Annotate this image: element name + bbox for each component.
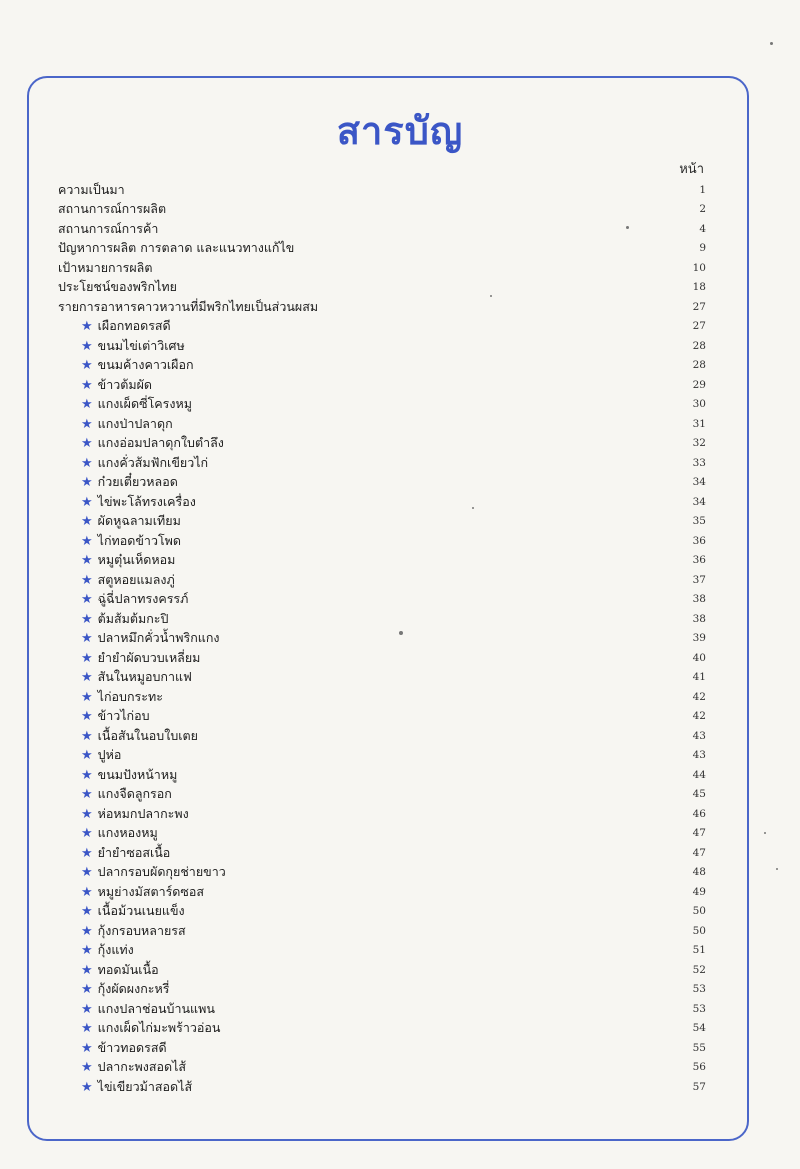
star-bullet-icon: ★ [81,1021,93,1037]
entry-label [58,316,656,336]
entry-page-number: 44 [692,768,706,781]
recipe-toc-entry [58,317,706,337]
entry-page-number: 34 [692,495,706,508]
star-bullet-icon: ★ [81,377,93,393]
recipe-toc-entry [58,531,706,551]
star-bullet-icon: ★ [81,1060,93,1076]
star-bullet-icon: ★ [81,884,93,900]
entry-page-number: 54 [692,1022,706,1035]
entry-page-number: 30 [692,398,706,411]
recipe-toc-entry [58,375,706,395]
star-bullet-icon: ★ [81,436,93,452]
entry-page-number: 41 [692,671,706,684]
recipe-toc-entry [58,668,706,688]
entry-label [58,336,656,356]
star-bullet-icon: ★ [81,806,93,822]
star-bullet-icon: ★ [81,338,93,354]
star-bullet-icon: ★ [81,728,93,744]
star-bullet-icon: ★ [81,611,93,627]
entry-page-number: 31 [692,417,706,430]
page-title: สารบัญ [336,109,464,153]
entry-label [58,1077,656,1097]
entry-page-number: 43 [692,729,706,742]
recipe-toc-entry [58,765,706,785]
recipe-toc-entry [58,960,706,980]
recipe-toc-entry [58,492,706,512]
star-bullet-icon: ★ [81,767,93,783]
recipe-toc-entry [58,726,706,746]
entry-title: ข้าวไก่อบ [97,708,150,724]
entry-label [58,550,656,570]
star-bullet-icon: ★ [81,845,93,861]
toc-entry [58,180,706,200]
star-bullet-icon: ★ [81,455,93,471]
entry-page-number: 45 [692,788,706,801]
entry-title: ปลากะพงสอดไส้ [97,1059,187,1075]
entry-label [58,882,656,902]
entry-label [58,589,656,609]
star-bullet-icon: ★ [81,748,93,764]
entry-title: กุ้งกรอบหลายรส [97,922,186,938]
entry-label [58,394,656,414]
recipe-toc-entry [58,1058,706,1078]
entry-page-number: 53 [692,983,706,996]
entry-page-number: 4 [699,222,706,235]
recipe-toc-entry [58,1038,706,1058]
entry-title: ขนมค้างคาวเผือก [97,357,194,373]
recipe-toc-entry [58,941,706,961]
entry-page-number: 9 [699,242,706,255]
entry-page-number: 35 [692,515,706,528]
entry-page-number: 50 [692,924,706,937]
entry-title: ปัญหาการผลิต การตลาด และแนวทางแก้ไข [58,240,295,256]
scan-speck [472,507,474,509]
entry-label [58,375,656,395]
entry-label [58,960,656,980]
recipe-toc-entry [58,356,706,376]
entry-page-number: 40 [692,651,706,664]
entry-title: ปูห่อ [97,747,122,763]
recipe-toc-entry [58,336,706,356]
toc-entry [58,258,706,278]
entry-title: ปลาหมึกคั่วน้ำพริกแกง [97,630,220,646]
page-column-header: หน้า [679,162,704,177]
star-bullet-icon: ★ [81,1079,93,1095]
entry-label [58,862,656,882]
star-bullet-icon: ★ [81,514,93,530]
scan-speck [770,42,773,45]
toc-entry [58,219,706,239]
entry-label [58,414,656,434]
star-bullet-icon: ★ [81,943,93,959]
entry-page-number: 47 [692,846,706,859]
entry-page-number: 28 [692,339,706,352]
entry-label [58,355,656,375]
recipe-toc-entry [58,843,706,863]
entry-title: แกงอ่อมปลาดุกใบตำลึง [97,435,224,451]
entry-title: ทอดมันเนื้อ [97,961,159,977]
entry-title: ไก่ทอดข้าวโพด [97,532,182,548]
entry-title: รายการอาหารคาวหวานที่มีพริกไทยเป็นส่วนผสม [58,298,319,314]
entry-label [58,999,656,1019]
recipe-toc-entry [58,687,706,707]
entry-label [58,726,656,746]
scan-speck [776,868,778,870]
entry-title: แกงจืดลูกรอก [97,786,172,802]
entry-title: สันในหมูอบกาแฟ [97,669,192,685]
scan-speck [764,832,766,834]
star-bullet-icon: ★ [81,631,93,647]
recipe-toc-entry [58,785,706,805]
toc-entry [58,239,706,259]
entry-label [58,1018,656,1038]
entry-label [58,706,656,726]
entry-label [58,1057,656,1077]
star-bullet-icon: ★ [81,709,93,725]
recipe-toc-entry [58,590,706,610]
entry-label [58,628,656,648]
entry-title: แกงหองหมู [97,825,158,841]
entry-title: ปลากรอบผัดกุยช่ายขาว [97,864,226,880]
recipe-toc-entry [58,512,706,532]
star-bullet-icon: ★ [81,572,93,588]
entry-page-number: 27 [692,300,706,313]
star-bullet-icon: ★ [81,962,93,978]
star-bullet-icon: ★ [81,1001,93,1017]
recipe-toc-entry [58,999,706,1019]
entry-label [58,258,656,278]
star-bullet-icon: ★ [81,1040,93,1056]
entry-page-number: 47 [692,827,706,840]
entry-title: ข้าวต้มผัด [97,376,153,392]
entry-label [58,648,656,668]
entry-title: ฉู่ฉี่ปลาทรงครรภ์ [97,591,189,607]
toc-entry [58,278,706,298]
star-bullet-icon: ★ [81,865,93,881]
recipe-toc-entry [58,570,706,590]
recipe-toc-entry [58,551,706,571]
recipe-toc-entry [58,1019,706,1039]
entry-title: เนื้อสันในอบใบเตย [97,727,198,743]
entry-page-number: 29 [692,378,706,391]
entry-page-number: 56 [692,1061,706,1074]
entry-title: ยำยำซอสเนื้อ [97,844,171,860]
entry-page-number: 32 [692,437,706,450]
entry-title: สถานการณ์การผลิต [58,201,167,217]
recipe-toc-entry [58,746,706,766]
entry-title: ขนมปังหน้าหมู [97,766,178,782]
entry-page-number: 52 [692,963,706,976]
recipe-toc-entry [58,414,706,434]
entry-page-number: 51 [692,944,706,957]
entry-label [58,979,656,999]
entry-title: แกงคั่วส้มฟักเขียวไก่ [97,454,209,470]
entry-label [58,667,656,687]
recipe-toc-entry [58,473,706,493]
entry-label [58,199,656,219]
entry-title: แกงเผ็ดไก่มะพร้าวอ่อน [97,1020,221,1036]
entry-label [58,804,656,824]
toc-entry [58,200,706,220]
entry-page-number: 34 [692,476,706,489]
entry-title: แกงป่าปลาดุก [97,415,173,431]
entry-page-number: 37 [692,573,706,586]
toc-entry [58,297,706,317]
entry-label [58,940,656,960]
entry-page-number: 57 [692,1080,706,1093]
entry-page-number: 28 [692,359,706,372]
entry-title: ก๋วยเตี๋ยวหลอด [97,474,178,490]
entry-label [58,765,656,785]
entry-page-number: 49 [692,885,706,898]
recipe-toc-entry [58,453,706,473]
entry-page-number: 36 [692,554,706,567]
recipe-toc-entry [58,395,706,415]
entry-title: หมูย่างมัสตาร์ดซอส [97,883,205,899]
entry-page-number: 42 [692,690,706,703]
scan-speck [399,631,403,635]
entry-label [58,297,656,317]
star-bullet-icon: ★ [81,397,93,413]
entry-page-number: 39 [692,632,706,645]
entry-page-number: 43 [692,749,706,762]
star-bullet-icon: ★ [81,904,93,920]
recipe-toc-entry [58,804,706,824]
star-bullet-icon: ★ [81,670,93,686]
scan-speck [626,226,629,229]
entry-label [58,238,656,258]
star-bullet-icon: ★ [81,650,93,666]
entry-page-number: 36 [692,534,706,547]
entry-title: สตูหอยแมลงภู่ [97,571,175,587]
entry-label [58,511,656,531]
star-bullet-icon: ★ [81,553,93,569]
entry-title: เนื้อม้วนเนยแข็ง [97,903,185,919]
star-bullet-icon: ★ [81,689,93,705]
entry-label [58,901,656,921]
entry-title: ประโยชน์ของพริกไทย [58,279,177,295]
star-bullet-icon: ★ [81,358,93,374]
recipe-toc-entry [58,980,706,1000]
entry-title: ยำยำผัดบวบเหลี่ยม [97,649,201,665]
table-of-contents [58,180,706,1097]
entry-label [58,277,656,297]
entry-page-number: 42 [692,710,706,723]
entry-page-number: 55 [692,1041,706,1054]
recipe-toc-entry [58,824,706,844]
entry-page-number: 33 [692,456,706,469]
star-bullet-icon: ★ [81,475,93,491]
recipe-toc-entry [58,609,706,629]
entry-title: ความเป็นมา [58,181,125,197]
star-bullet-icon: ★ [81,533,93,549]
entry-page-number: 18 [692,281,706,294]
entry-label [58,687,656,707]
entry-page-number: 2 [699,203,706,216]
star-bullet-icon: ★ [81,982,93,998]
entry-label [58,219,656,239]
star-bullet-icon: ★ [81,592,93,608]
recipe-toc-entry [58,707,706,727]
entry-label [58,823,656,843]
entry-title: ขนมไข่เต่าวิเศษ [97,337,185,353]
entry-label [58,453,656,473]
entry-label [58,180,656,200]
entry-label [58,921,656,941]
entry-label [58,843,656,863]
entry-label [58,531,656,551]
recipe-toc-entry [58,882,706,902]
recipe-toc-entry [58,629,706,649]
entry-page-number: 50 [692,905,706,918]
entry-page-number: 53 [692,1002,706,1015]
entry-page-number: 27 [692,320,706,333]
entry-page-number: 1 [699,183,706,196]
entry-label [58,1038,656,1058]
recipe-toc-entry [58,921,706,941]
entry-title: ผัดหูฉลามเทียม [97,513,181,529]
entry-title: กุ้งแท่ง [97,942,134,958]
entry-page-number: 48 [692,866,706,879]
entry-title: สถานการณ์การค้า [58,220,159,236]
star-bullet-icon: ★ [81,826,93,842]
entry-title: ไข่พะโล้ทรงเครื่อง [97,493,196,509]
recipe-toc-entry [58,1077,706,1097]
entry-label [58,492,656,512]
entry-page-number: 10 [692,261,706,274]
recipe-toc-entry [58,902,706,922]
entry-title: กุ้งผัดผงกะหรี่ [97,981,170,997]
entry-title: ข้าวทอดรสดี [97,1039,167,1055]
entry-title: แกงปลาช่อนบ้านแพน [97,1000,215,1016]
scan-speck [490,295,492,297]
recipe-toc-entry [58,863,706,883]
entry-title: ไข่เขียวม้าสอดไส้ [97,1078,193,1094]
entry-title: เป้าหมายการผลิต [58,259,153,275]
star-bullet-icon: ★ [81,923,93,939]
star-bullet-icon: ★ [81,319,93,335]
recipe-toc-entry [58,434,706,454]
entry-page-number: 38 [692,612,706,625]
entry-label [58,609,656,629]
entry-title: เผือกทอดรสดี [97,318,171,334]
entry-page-number: 38 [692,593,706,606]
entry-title: ห่อหมกปลากะพง [97,805,189,821]
entry-label [58,745,656,765]
star-bullet-icon: ★ [81,416,93,432]
entry-title: ไก่อบกระทะ [97,688,163,704]
main-entries-list [58,180,706,317]
entry-label [58,784,656,804]
entry-title: หมูตุ๋นเห็ดหอม [97,552,176,568]
entry-label [58,472,656,492]
recipe-entries-list [58,317,706,1097]
star-bullet-icon: ★ [81,494,93,510]
entry-page-number: 46 [692,807,706,820]
recipe-toc-entry [58,648,706,668]
entry-label [58,570,656,590]
entry-label [58,433,656,453]
entry-title: ต้มส้มต้มกะปิ [97,610,169,626]
star-bullet-icon: ★ [81,787,93,803]
entry-title: แกงเผ็ดซี่โครงหมู [97,396,192,412]
